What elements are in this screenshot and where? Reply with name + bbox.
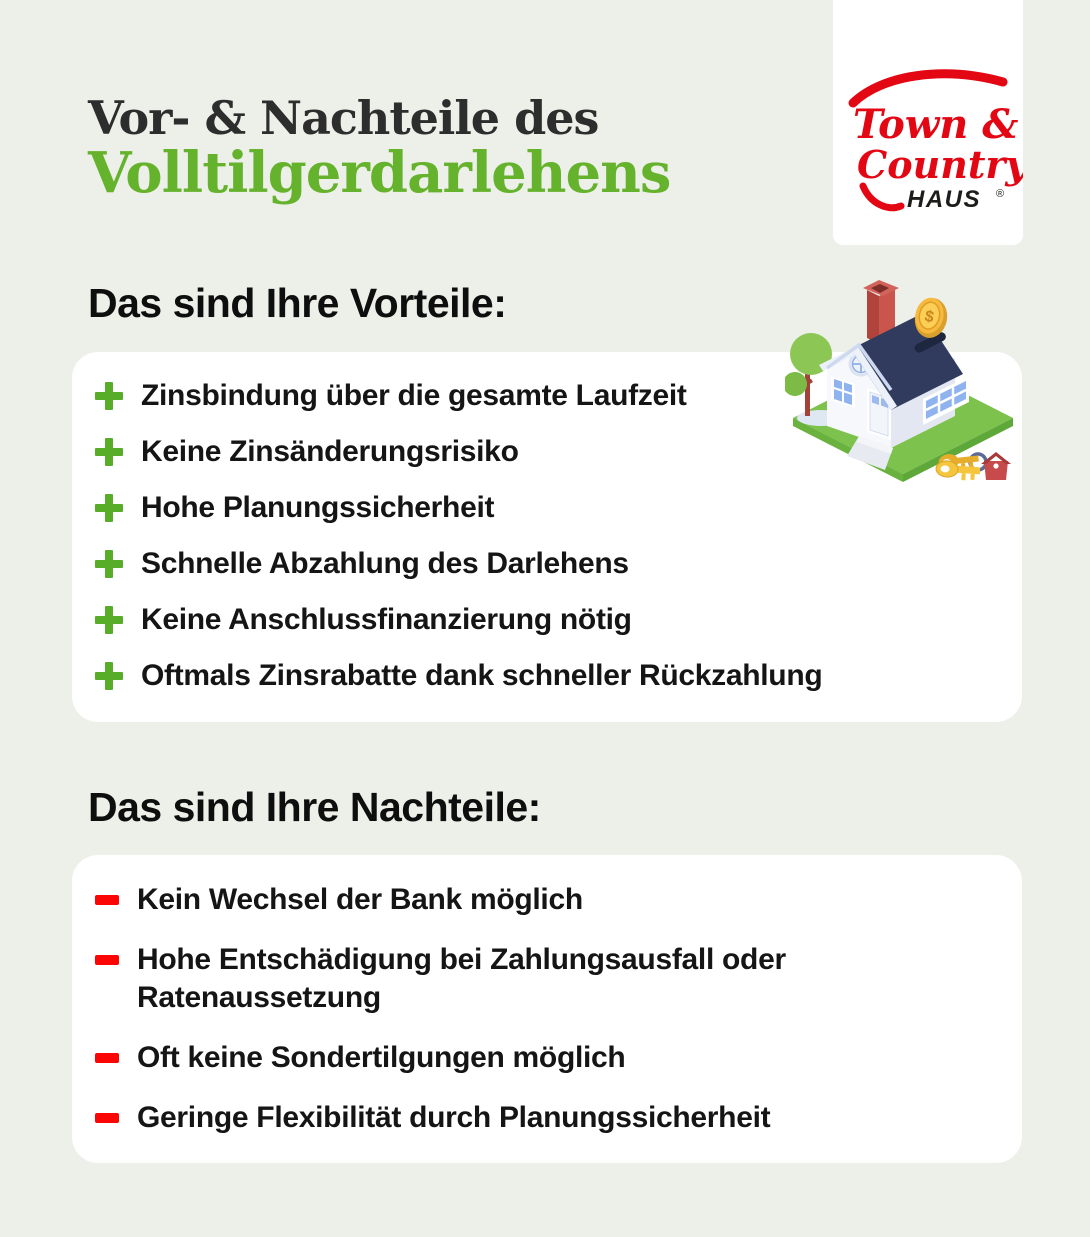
plus-icon [95, 550, 123, 578]
logo-word-country: Country [857, 142, 1023, 187]
list-item [95, 489, 982, 527]
disadvantage-text: Geringe Flexibilität durch Planungssicherheit [137, 1101, 771, 1134]
keys-icon [935, 451, 1011, 481]
list-item [95, 545, 982, 583]
list-item [95, 601, 982, 639]
plus-icon [95, 494, 123, 522]
title-line1: Vor- & Nachteile des [88, 91, 599, 145]
registered-mark: ® [996, 188, 1005, 200]
minus-icon [95, 1053, 119, 1063]
plus-icon [95, 382, 123, 410]
advantage-text: Oftmals Zinsrabatte dank schneller Rückzahlung [141, 659, 823, 692]
plus-icon [95, 606, 123, 634]
disadvantages-card [72, 855, 1022, 1163]
plus-icon [95, 438, 123, 466]
disadvantage-text: Kein Wechsel der Bank möglich [137, 883, 583, 916]
title-line2: Volltilgerdarlehens [88, 140, 671, 207]
logo-card [833, 0, 1023, 245]
page-title [88, 91, 671, 207]
list-item [95, 941, 982, 1017]
logo-word-town: Town & [853, 101, 1019, 148]
house-illustration [785, 258, 1030, 493]
advantage-text: Keine Anschlussfinanzierung nötig [141, 603, 632, 636]
minus-icon [95, 895, 119, 905]
advantage-text: Hohe Planungssicherheit [141, 491, 495, 524]
advantage-text: Keine Zinsänderungsrisiko [141, 435, 519, 468]
list-item [95, 1039, 982, 1077]
advantages-heading: Das sind Ihre Vorteile: [88, 280, 507, 326]
plus-icon [95, 662, 123, 690]
minus-icon [95, 955, 119, 965]
list-item [95, 881, 982, 919]
disadvantage-text: Oft keine Sondertilgungen möglich [137, 1041, 626, 1074]
town-and-country-logo-icon [833, 0, 1023, 245]
dollar-sign: $ [923, 307, 936, 327]
list-item [95, 657, 982, 695]
disadvantages-heading: Das sind Ihre Nachteile: [88, 784, 541, 830]
minus-icon [95, 1113, 119, 1123]
advantage-text: Zinsbindung über die gesamte Laufzeit [141, 379, 687, 412]
advantage-text: Schnelle Abzahlung des Darlehens [141, 547, 629, 580]
logo-word-haus: HAUS [907, 186, 982, 213]
house-piggy-bank-icon [785, 258, 1030, 493]
disadvantage-text: Hohe Entschädigung bei Zahlungsausfall oder Ratenaussetzung [137, 943, 786, 1014]
list-item [95, 1099, 982, 1137]
